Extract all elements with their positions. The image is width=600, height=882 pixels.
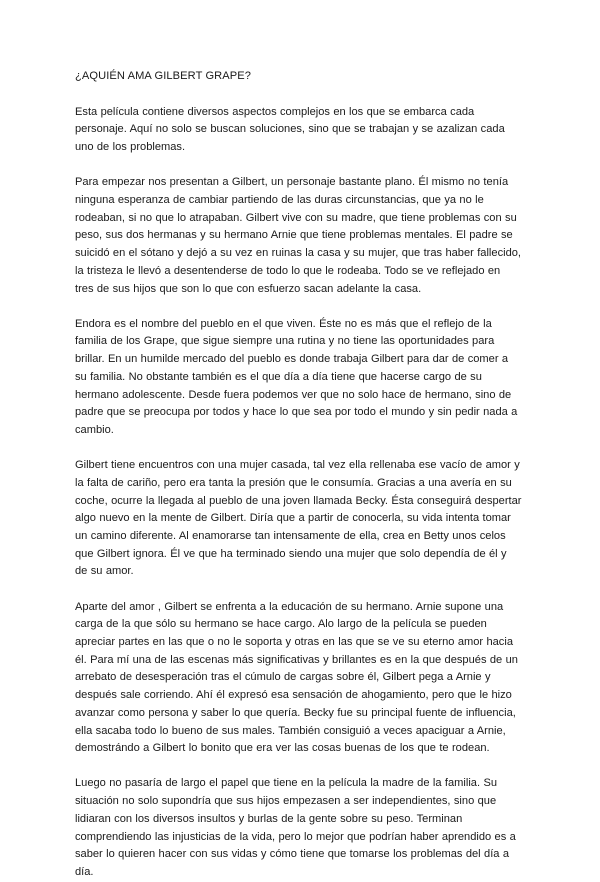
document-title: ¿AQUIÉN AMA GILBERT GRAPE? <box>75 70 252 82</box>
paragraph-arnie: Aparte del amor , Gilbert se enfrenta a la educación de su hermano. Arnie supone una carga de la que sólo su hermano se hace cargo. Alo largo de la película se pueden apreciar partes en las que o no le soporta y otras en las que se ve su eterno amor hacia él. Para mí una de las escenas más significativas y brillantes es en la que después de un arrebato de desesperación tras el cúmulo de cargas sobre él, Gilbert pega a Arnie y después sale corriendo. Ahí él expresó esa sensación de ahogamiento, pero que le hizo avanzar como persona y saber lo que quería. Becky fue su principal fuente de influencia, ella sacaba todo lo bueno de sus males. También consiguió a veces apaciguar a Arnie, demostrándo a Gilbert lo bonito que era ver las cosas buenas de los que te rodean. <box>75 600 518 755</box>
paragraph-endora: Endora es el nombre del pueblo en el que viven. Éste no es más que el reflejo de la familia de los Grape, que sigue siempre una rutina y no tiene las oportunidades para brillar. En un humilde mercado del pueblo es donde trabaja Gilbert para dar de comer a su familia. No obstante también es el que día a día tiene que hacerse cargo de su hermano adolescente. Desde fuera podemos ver que no solo hace de hermano, sino de padre que se preocupa por todos y hace lo que sea por todo el mundo y sin pedir nada a cambio. <box>75 317 518 436</box>
paragraph-becky: Gilbert tiene encuentros con una mujer casada, tal vez ella rellenaba ese vacío de amor y la falta de cariño, pero era tanta la presión que le consumía. Gracias a una avería en su coche, ocurre la llegada al pueblo de una joven llamada Becky. Ésta conseguirá despertar algo nuevo en la mente de Gilbert. Diría que a partir de conocerla, su vida intenta tomar un camino diferente. Al enamorarse tan intensamente de ella, crea en Betty unos celos que Gilbert ignora. Él ve que ha terminado siendo una mujer que solo dependía de él y de su amor. <box>75 459 522 578</box>
paragraph-mother: Luego no pasaría de largo el papel que tiene en la película la madre de la familia. Su situación no solo supondría que sus hijos empezasen a ser independientes, sino que lidiaran con los diversos insultos y burlas de la gente sobre su peso. Terminan comprendiendo las injusticias de la vida, pero lo mejor que podrían haber aprendido es a saber lo quieren hacer con sus vidas y cómo tiene que tomarse los problemas del día a día. <box>75 777 516 878</box>
paragraph-intro: Esta película contiene diversos aspectos complejos en los que se embarca cada personaje. Aquí no solo se buscan soluciones, sino que se trabajan y se azalizan cada uno de los problemas. <box>75 105 505 154</box>
paragraph-gilbert: Para empezar nos presentan a Gilbert, un personaje bastante plano. Él mismo no tenía ninguna esperanza de cambiar partiendo de las duras circunstancias, que ya no le rodeaban, si no que lo atrapaban. Gilbert vive con su madre, que tiene problemas con su peso, sus dos hermanas y su hermano Arnie que tiene problemas mentales. El padre se suicidó en el sótano y dejó a su vez en ruinas la casa y su mujer, que tras haber fallecido, la tristeza le llevó a desentenderse de todo lo que le rodeaba. Todo se ve reflejado en tres de sus hijos que son lo que con esfuerzo sacan adelante la casa. <box>75 176 522 295</box>
